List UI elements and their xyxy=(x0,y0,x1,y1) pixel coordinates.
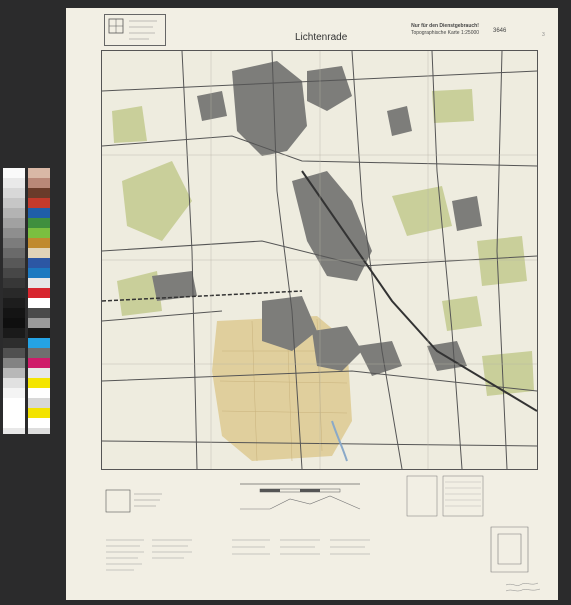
map-title: Lichtenrade xyxy=(295,32,348,43)
legend-symbols xyxy=(104,535,194,580)
legend-left xyxy=(104,488,164,518)
map-drawing xyxy=(102,51,537,469)
corner-mark: 3 xyxy=(542,32,545,38)
sheet-number: 3646 xyxy=(493,28,507,34)
legend-middle xyxy=(230,535,400,575)
classification-note: Nur für den Dienstgebrauch! xyxy=(411,23,479,29)
series-title: Topographische Karte 1:25000 xyxy=(410,30,480,36)
archive-annotation xyxy=(504,580,544,595)
legend-right-table xyxy=(405,474,485,524)
color-calibration-strip xyxy=(28,168,50,434)
index-diagram xyxy=(105,15,165,45)
map-header-block xyxy=(385,23,505,37)
grayscale-calibration-strip xyxy=(3,168,25,434)
header-index-box xyxy=(104,14,166,46)
sheet-index-diagram xyxy=(488,522,533,577)
scale-bar-block xyxy=(230,474,370,514)
topographic-map xyxy=(101,50,538,470)
